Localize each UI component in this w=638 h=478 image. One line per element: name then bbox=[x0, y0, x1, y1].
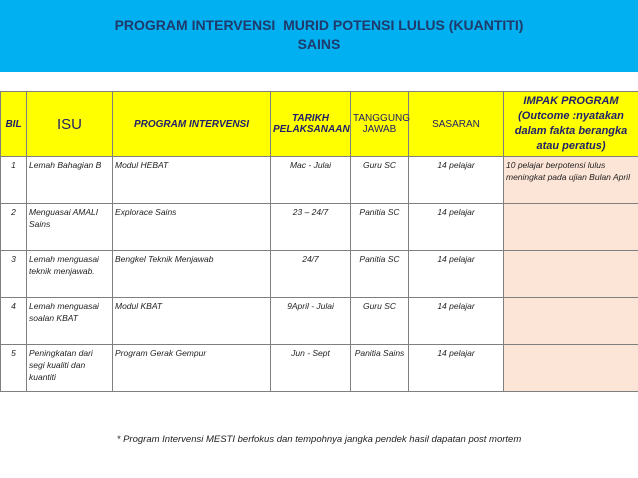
header-tanggung-jawab: TANGGUNG JAWAB bbox=[351, 92, 409, 157]
cell-tanggung-jawab: Panitia SC bbox=[351, 204, 409, 251]
cell-sasaran: 14 pelajar bbox=[409, 157, 504, 204]
cell-tanggung-jawab: Guru SC bbox=[351, 157, 409, 204]
title-line-1: PROGRAM INTERVENSI MURID POTENSI LULUS (KUANTITI) bbox=[114, 17, 524, 33]
cell-impak bbox=[504, 204, 638, 251]
cell-tarikh: Jun - Sept bbox=[271, 345, 351, 392]
cell-program: Explorace Sains bbox=[113, 204, 271, 251]
cell-isu: Lemah Bahagian B bbox=[27, 157, 113, 204]
cell-bil: 4 bbox=[1, 298, 27, 345]
cell-sasaran: 14 pelajar bbox=[409, 345, 504, 392]
cell-tarikh: 24/7 bbox=[271, 251, 351, 298]
cell-tanggung-jawab: Guru SC bbox=[351, 298, 409, 345]
cell-program: Bengkel Teknik Menjawab bbox=[113, 251, 271, 298]
cell-tanggung-jawab: Panitia SC bbox=[351, 251, 409, 298]
cell-tarikh: Mac - Julai bbox=[271, 157, 351, 204]
cell-isu: Lemah menguasai soalan KBAT bbox=[27, 298, 113, 345]
header-tarikh: TARIKH PELAKSANAAN bbox=[271, 92, 351, 157]
cell-bil: 5 bbox=[1, 345, 27, 392]
table-row bbox=[1, 251, 638, 298]
cell-sasaran: 14 pelajar bbox=[409, 204, 504, 251]
cell-tarikh: 9April - Julai bbox=[271, 298, 351, 345]
cell-sasaran: 14 pelajar bbox=[409, 298, 504, 345]
header-bil: BIL bbox=[1, 92, 27, 157]
cell-bil: 2 bbox=[1, 204, 27, 251]
cell-program: Modul KBAT bbox=[113, 298, 271, 345]
header-isu: ISU bbox=[27, 92, 113, 157]
header-impak: IMPAK PROGRAM (Outcome :nyatakan dalam fakta berangka atau peratus) bbox=[504, 92, 638, 157]
table-row bbox=[1, 298, 638, 345]
cell-isu: Peningkatan dari segi kualiti dan kuantiti bbox=[27, 345, 113, 392]
table-row bbox=[1, 204, 638, 251]
cell-impak bbox=[504, 345, 638, 392]
cell-impak: 10 pelajar berpotensi lulus meningkat pada ujian Bulan April bbox=[504, 157, 638, 204]
cell-isu: Menguasai AMALI Sains bbox=[27, 204, 113, 251]
page-title bbox=[0, 16, 638, 54]
cell-isu: Lemah menguasai teknik menjawab. bbox=[27, 251, 113, 298]
footnote: * Program Intervensi MESTI berfokus dan tempohnya jangka pendek hasil dapatan post mortem bbox=[116, 434, 522, 445]
header-program: PROGRAM INTERVENSI bbox=[113, 92, 271, 157]
table-row bbox=[1, 157, 638, 204]
table-row bbox=[1, 345, 638, 392]
table-header-row bbox=[1, 92, 638, 157]
cell-bil: 3 bbox=[1, 251, 27, 298]
cell-tanggung-jawab: Panitia Sains bbox=[351, 345, 409, 392]
cell-sasaran: 14 pelajar bbox=[409, 251, 504, 298]
cell-tarikh: 23 – 24/7 bbox=[271, 204, 351, 251]
header-sasaran: SASARAN bbox=[409, 92, 504, 157]
cell-program: Modul HEBAT bbox=[113, 157, 271, 204]
cell-impak bbox=[504, 298, 638, 345]
intervention-table bbox=[0, 91, 638, 392]
title-line-2: SAINS bbox=[297, 36, 341, 52]
cell-impak bbox=[504, 251, 638, 298]
cell-program: Program Gerak Gempur bbox=[113, 345, 271, 392]
cell-bil: 1 bbox=[1, 157, 27, 204]
